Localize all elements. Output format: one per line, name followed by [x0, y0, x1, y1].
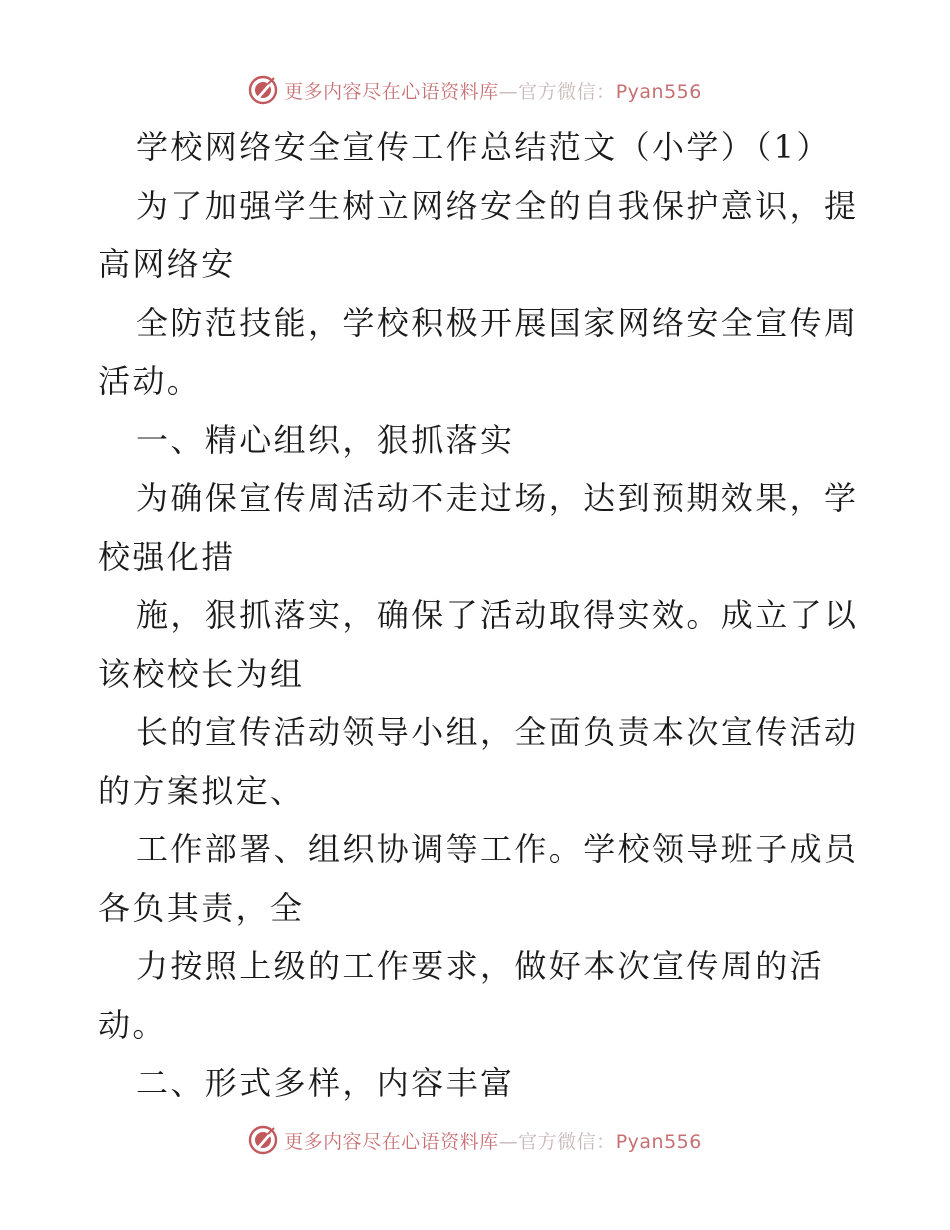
banner-main-text: 更多内容尽在心语资料库 [284, 80, 499, 103]
paragraph-line: 该校校长为组 [98, 654, 305, 693]
banner-wechat-label: 官方微信： [518, 1130, 616, 1153]
paragraph-line: 一、精心组织，狠抓落实 [136, 420, 515, 459]
paragraph-line: 校强化措 [98, 537, 236, 576]
paragraph-line: 活动。 [98, 362, 202, 400]
paragraph-line: 为确保宣传周活动不走过场，达到预期效果，学 [136, 479, 859, 517]
paragraph-line: 长的宣传活动领导小组，全面负责本次宣传活动 [136, 713, 859, 751]
paragraph-line: 为了加强学生树立网络安全的自我保护意识，提 [136, 186, 859, 225]
document-body [98, 118, 858, 1113]
paragraph-line: 二、形式多样，内容丰富 [136, 1064, 515, 1102]
banner-dash: — [498, 80, 519, 103]
paragraph-line: 动。 [98, 1005, 167, 1044]
banner-main-text: 更多内容尽在心语资料库 [284, 1130, 499, 1153]
paragraph-line: 高网络安 [98, 245, 236, 283]
paragraph-line: 工作部署、组织协调等工作。学校领导班子成员 [136, 830, 859, 868]
paragraph-line: 力按照上级的工作要求，做好本次宣传周的活 [136, 947, 825, 985]
banner-account: Pyan556 [615, 1130, 702, 1153]
banner-text [284, 77, 702, 104]
quill-seal-logo-icon [248, 75, 278, 105]
banner-wechat-label: 官方微信： [518, 80, 616, 103]
footer-banner [0, 1120, 950, 1160]
paragraph-line: 施，狠抓落实，确保了活动取得实效。成立了以 [136, 596, 859, 634]
paragraph-line: 各负其责，全 [98, 888, 305, 927]
banner-dash: — [498, 1130, 519, 1153]
paragraph-line: 的方案拟定、 [98, 771, 305, 810]
banner-text [284, 1127, 702, 1154]
banner-account: Pyan556 [615, 80, 702, 103]
quill-seal-logo-icon [248, 1125, 278, 1155]
header-banner [0, 70, 950, 110]
paragraph-line: 学校网络安全宣传工作总结范文（小学）（1） [136, 128, 831, 166]
paragraph-line: 全防范技能，学校积极开展国家网络安全宣传周 [136, 303, 859, 342]
